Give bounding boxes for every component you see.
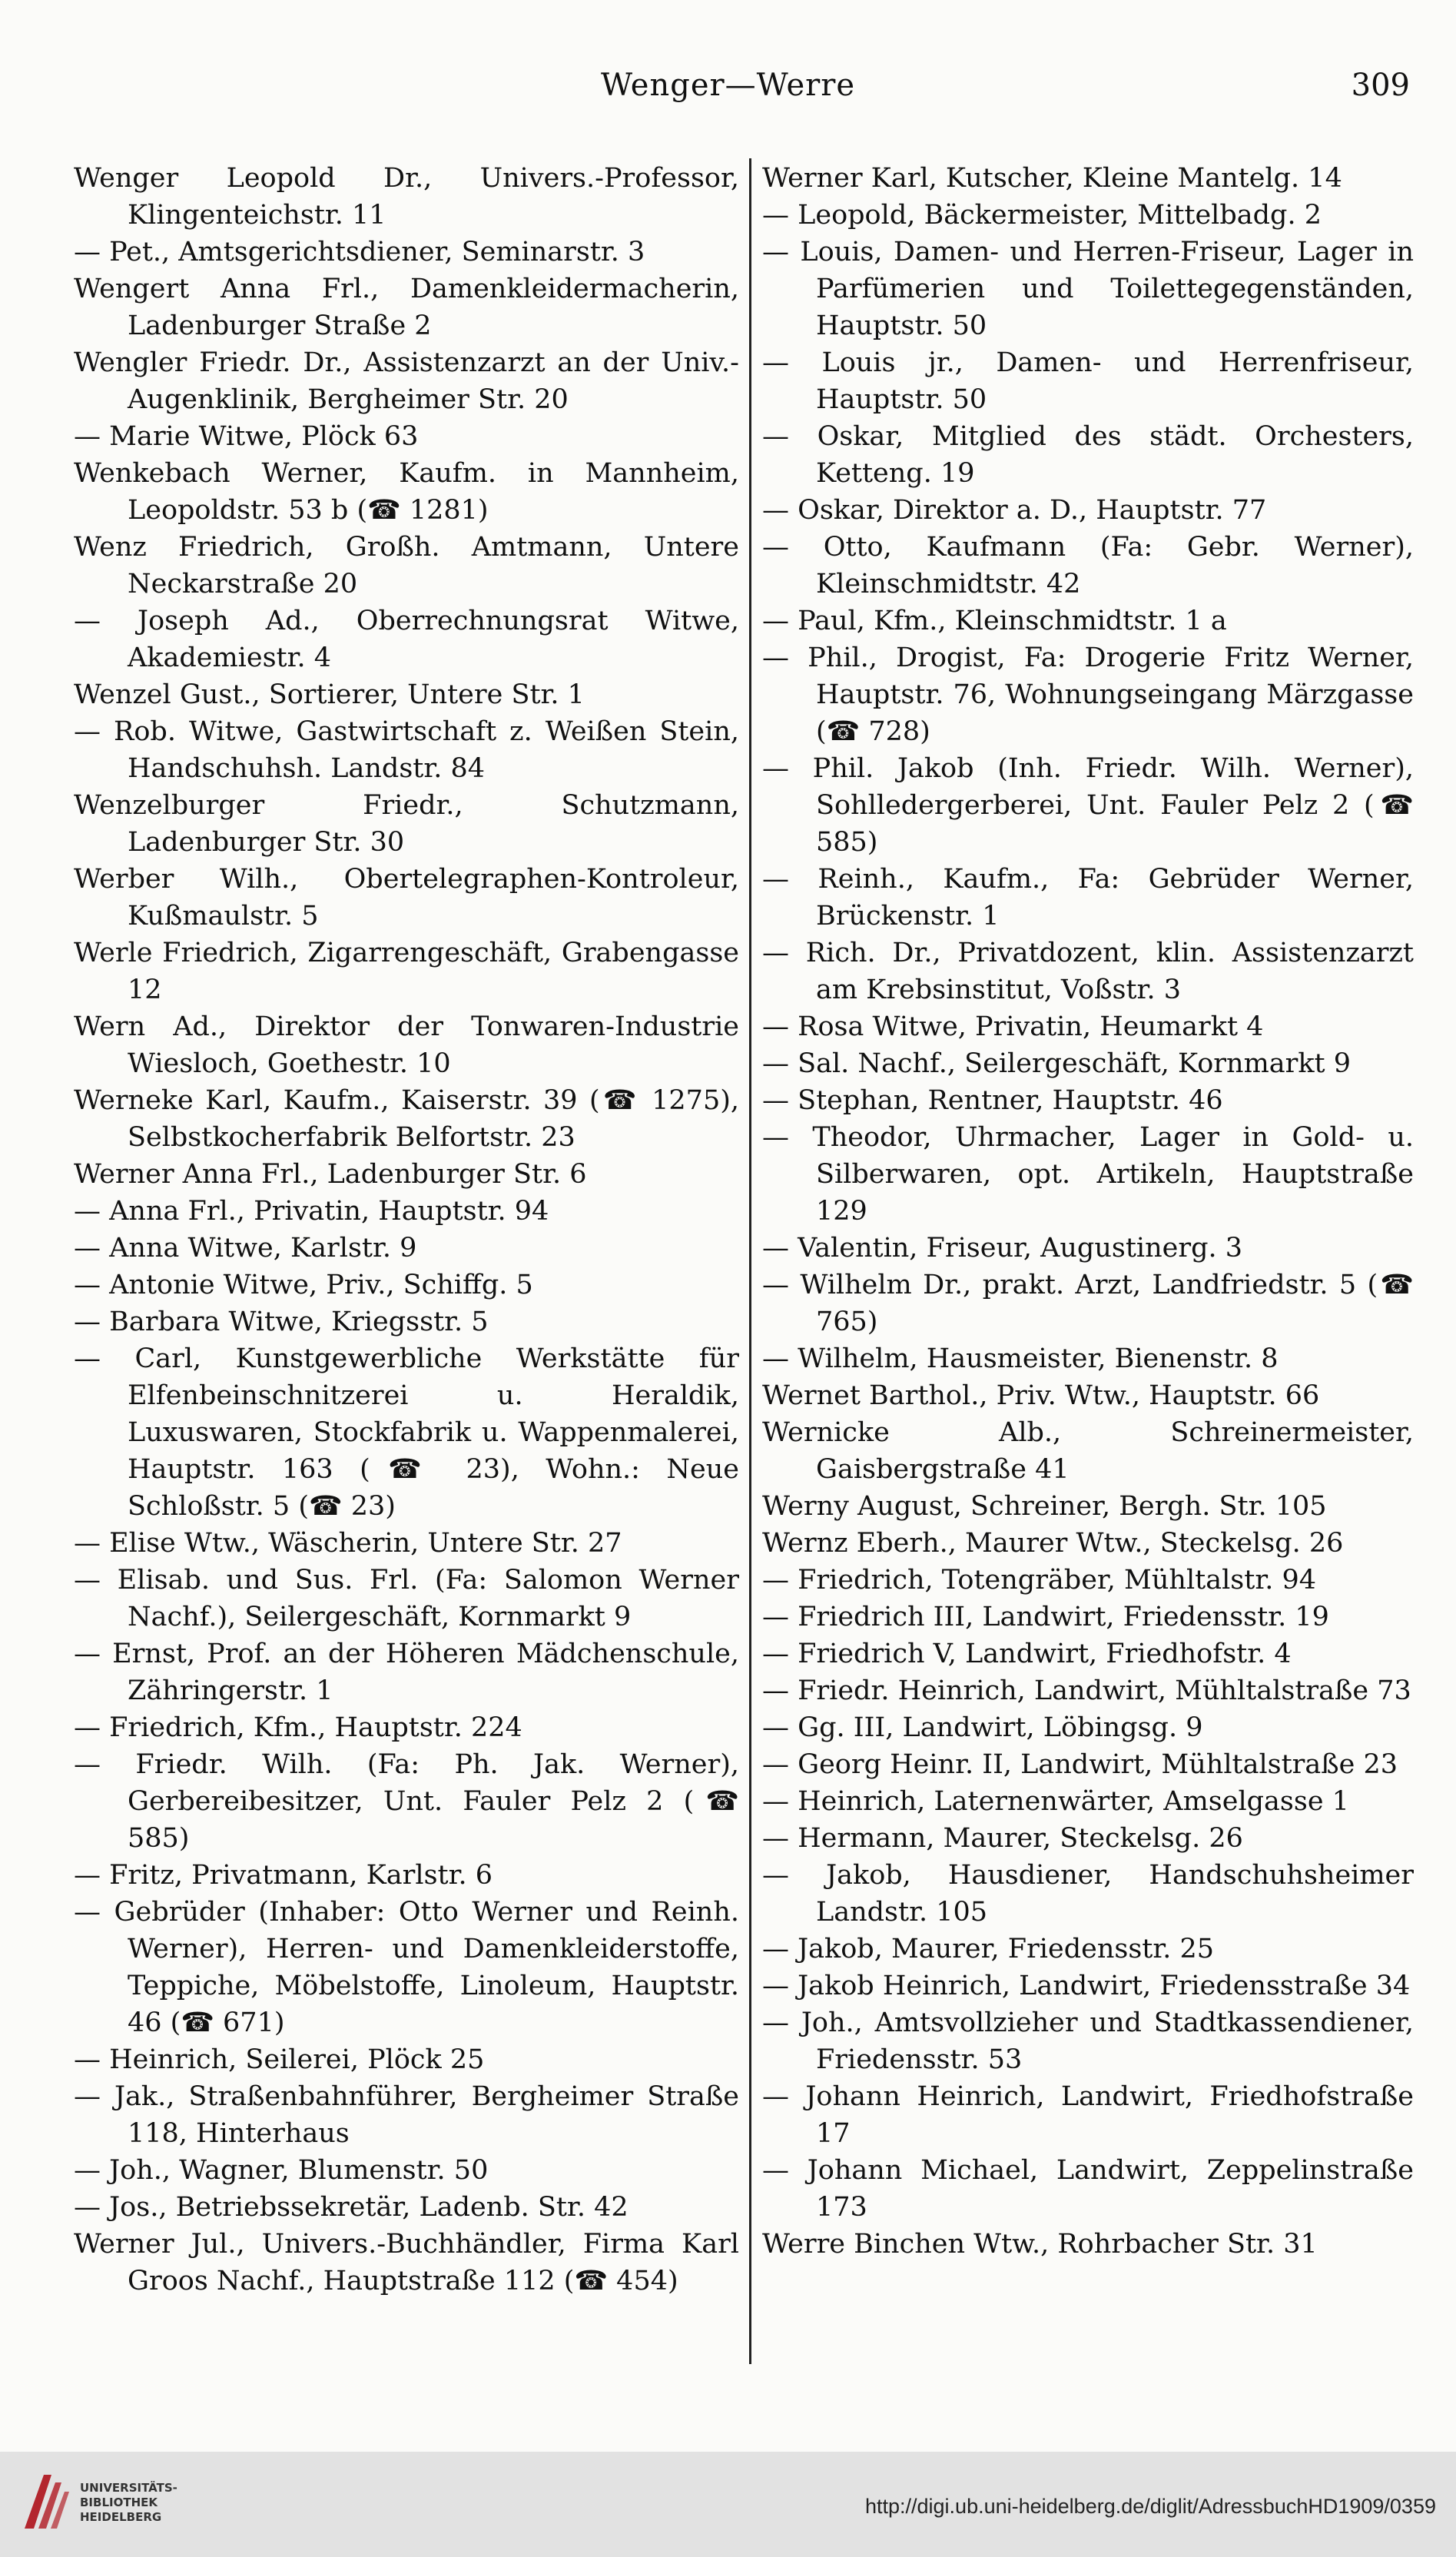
library-name — [80, 2481, 177, 2525]
directory-entry: — Jakob, Maurer, Friedensstr. 25 — [762, 1934, 1215, 1964]
directory-entry: — Wilhelm Dr., prakt. Arzt, Landfriedstr. 5 (☎ 765) — [762, 1270, 1414, 1337]
directory-entry: — Friedrich, Kfm., Hauptstr. 224 — [74, 1712, 522, 1743]
directory-entry: Werre Binchen Wtw., Rohrbacher Str. 31 — [762, 2229, 1318, 2260]
directory-entry: Wenger Leopold Dr., Univers.-Professor, Klingenteichstr. 11 — [74, 163, 739, 231]
right-column — [762, 160, 1414, 2366]
directory-entry: — Anna Frl., Privatin, Hauptstr. 94 — [74, 1196, 549, 1227]
left-column — [74, 160, 739, 2366]
directory-entry: — Otto, Kaufmann (Fa: Gebr. Werner), Kleinschmidtstr. 42 — [762, 532, 1414, 599]
library-name-line: HEIDELBERG — [80, 2510, 162, 2524]
footer-bar — [0, 2452, 1456, 2557]
directory-entry: — Friedr. Wilh. (Fa: Ph. Jak. Werner), Gerbereibesitzer, Unt. Fauler Pelz 2 (☎ 585) — [74, 1749, 739, 1854]
directory-entry: — Friedr. Heinrich, Landwirt, Mühltalstraße 73 — [762, 1675, 1411, 1706]
directory-entry: — Friedrich V, Landwirt, Friedhofstr. 4 — [762, 1639, 1292, 1669]
directory-entry: — Phil. Jakob (Inh. Friedr. Wilh. Werner), Sohlledergerberei, Unt. Fauler Pelz 2 (☎ 585) — [762, 753, 1414, 858]
directory-entry: — Rosa Witwe, Privatin, Heumarkt 4 — [762, 1011, 1264, 1042]
directory-entry: — Jakob, Hausdiener, Handschuhsheimer Landstr. 105 — [762, 1860, 1414, 1928]
directory-entry: Werner Jul., Univers.-Buchhändler, Firma Karl Groos Nachf., Hauptstraße 112 (☎ 454) — [74, 2229, 739, 2296]
directory-entry: Wenz Friedrich, Großh. Amtmann, Untere Neckarstraße 20 — [74, 532, 739, 599]
directory-entry: — Elise Wtw., Wäscherin, Untere Str. 27 — [74, 1528, 622, 1559]
directory-entry: — Reinh., Kaufm., Fa: Gebrüder Werner, Brückenstr. 1 — [762, 864, 1414, 931]
directory-entry: Wernet Barthol., Priv. Wtw., Hauptstr. 66 — [762, 1380, 1320, 1411]
directory-entry: Wenzelburger Friedr., Schutzmann, Ladenburger Str. 30 — [74, 790, 739, 858]
directory-entry: — Louis jr., Damen- und Herrenfriseur, Hauptstr. 50 — [762, 347, 1414, 415]
directory-entry: Werneke Karl, Kaufm., Kaiserstr. 39 (☎ 1275), Selbstkocherfabrik Belfortstr. 23 — [74, 1085, 739, 1153]
directory-entry: — Phil., Drogist, Fa: Drogerie Fritz Werner, Hauptstr. 76, Wohnungseingang Märzgasse (☎ 728) — [762, 643, 1414, 747]
directory-entry: — Pet., Amtsgerichtsdiener, Seminarstr. 3 — [74, 237, 645, 267]
directory-entry: — Georg Heinr. II, Landwirt, Mühltalstraße 23 — [762, 1749, 1398, 1780]
directory-entry: — Gebrüder (Inhaber: Otto Werner und Reinh. Werner), Herren- und Damenkleiderstoffe, Teppiche, Möbelstoffe, Linoleum, Hauptstr. 46 (☎ 671) — [74, 1897, 739, 2038]
library-name-line: BIBLIOTHEK — [80, 2496, 158, 2509]
directory-entry: — Heinrich, Laternenwärter, Amselgasse 1 — [762, 1786, 1349, 1817]
directory-entry: — Anna Witwe, Karlstr. 9 — [74, 1233, 417, 1264]
directory-entry: — Joh., Amtsvollzieher und Stadtkassendiener, Friedensstr. 53 — [762, 2007, 1414, 2075]
directory-entry: — Joseph Ad., Oberrechnungsrat Witwe, Akademiestr. 4 — [74, 606, 739, 673]
directory-entry: — Elisab. und Sus. Frl. (Fa: Salomon Werner Nachf.), Seilergeschäft, Kornmarkt 9 — [74, 1565, 739, 1632]
directory-entry: Wernz Eberh., Maurer Wtw., Steckelsg. 26 — [762, 1528, 1344, 1559]
directory-entry: — Louis, Damen- und Herren-Friseur, Lager in Parfümerien und Toilettegegenständen, Hauptstr. 50 — [762, 237, 1414, 341]
university-library-logo-icon — [17, 2469, 71, 2535]
library-name-line: UNIVERSITÄTS- — [80, 2481, 177, 2495]
directory-entry: — Oskar, Mitglied des städt. Orchesters, Ketteng. 19 — [762, 421, 1414, 489]
directory-entry: — Jos., Betriebssekretär, Ladenb. Str. 42 — [74, 2192, 629, 2223]
directory-entry: — Gg. III, Landwirt, Löbingsg. 9 — [762, 1712, 1203, 1743]
directory-entry: — Sal. Nachf., Seilergeschäft, Kornmarkt 9 — [762, 1048, 1352, 1079]
directory-entry: — Ernst, Prof. an der Höheren Mädchenschule, Zähringerstr. 1 — [74, 1639, 739, 1706]
directory-entry: — Johann Heinrich, Landwirt, Friedhofstraße 17 — [762, 2081, 1414, 2149]
column-divider — [749, 158, 751, 2364]
directory-entry: — Oskar, Direktor a. D., Hauptstr. 77 — [762, 495, 1267, 526]
directory-entry: Wengler Friedr. Dr., Assistenzarzt an der Univ.-Augenklinik, Bergheimer Str. 20 — [74, 347, 739, 415]
directory-entry: — Antonie Witwe, Priv., Schiffg. 5 — [74, 1270, 533, 1300]
directory-entry: — Jakob Heinrich, Landwirt, Friedensstraße 34 — [762, 1971, 1411, 2001]
directory-entry: Werner Anna Frl., Ladenburger Str. 6 — [74, 1159, 587, 1190]
directory-entry: — Fritz, Privatmann, Karlstr. 6 — [74, 1860, 493, 1891]
directory-entry: Wenkebach Werner, Kaufm. in Mannheim, Leopoldstr. 53 b (☎ 1281) — [74, 458, 739, 526]
directory-entry: — Leopold, Bäckermeister, Mittelbadg. 2 — [762, 200, 1322, 231]
directory-entry: — Friedrich III, Landwirt, Friedensstr. 19 — [762, 1602, 1329, 1632]
directory-entry: — Joh., Wagner, Blumenstr. 50 — [74, 2155, 489, 2186]
directory-entry: — Valentin, Friseur, Augustinerg. 3 — [762, 1233, 1243, 1264]
directory-entry: — Wilhelm, Hausmeister, Bienenstr. 8 — [762, 1343, 1279, 1374]
directory-entry: Werber Wilh., Obertelegraphen-Kontroleur, Kußmaulstr. 5 — [74, 864, 739, 931]
directory-entry: Wernicke Alb., Schreinermeister, Gaisbergstraße 41 — [762, 1417, 1414, 1485]
directory-entry: — Johann Michael, Landwirt, Zeppelinstraße 173 — [762, 2155, 1414, 2223]
directory-entry: — Heinrich, Seilerei, Plöck 25 — [74, 2044, 485, 2075]
directory-entry: — Hermann, Maurer, Steckelsg. 26 — [762, 1823, 1243, 1854]
directory-entry: Wenzel Gust., Sortierer, Untere Str. 1 — [74, 679, 585, 710]
directory-entry: — Rich. Dr., Privatdozent, klin. Assistenzarzt am Krebsinstitut, Voßstr. 3 — [762, 938, 1414, 1005]
page-number: 309 — [1351, 68, 1410, 103]
page-header — [0, 68, 1456, 121]
source-url-link[interactable]: http://digi.ub.uni-heidelberg.de/diglit/AdressbuchHD1909/0359 — [864, 2495, 1436, 2518]
directory-entry: — Barbara Witwe, Kriegsstr. 5 — [74, 1307, 489, 1337]
directory-entry: — Theodor, Uhrmacher, Lager in Gold- u. Silberwaren, opt. Artikeln, Hauptstraße 129 — [762, 1122, 1414, 1227]
directory-entry: — Jak., Straßenbahnführer, Bergheimer Straße 118, Hinterhaus — [74, 2081, 739, 2149]
directory-entry: — Paul, Kfm., Kleinschmidtstr. 1 a — [762, 606, 1227, 636]
directory-entry: — Marie Witwe, Plöck 63 — [74, 421, 419, 452]
directory-entry: — Friedrich, Totengräber, Mühltalstr. 94 — [762, 1565, 1316, 1596]
directory-entry: — Carl, Kunstgewerbliche Werkstätte für Elfenbeinschnitzerei u. Heraldik, Luxuswaren, Stockfabrik u. Wappenmalerei, Hauptstr. 163 (☎ 23), Wohn.: Neue Schloßstr. 5 (☎ 23) — [74, 1343, 739, 1522]
directory-entry: Werle Friedrich, Zigarrengeschäft, Grabengasse 12 — [74, 938, 739, 1005]
directory-entry: Werny August, Schreiner, Bergh. Str. 105 — [762, 1491, 1327, 1522]
directory-entry: Wengert Anna Frl., Damenkleidermacherin, Ladenburger Straße 2 — [74, 274, 739, 341]
directory-entry: Wern Ad., Direktor der Tonwaren-Industrie Wiesloch, Goethestr. 10 — [74, 1011, 739, 1079]
directory-entry: — Stephan, Rentner, Hauptstr. 46 — [762, 1085, 1223, 1116]
directory-entry: — Rob. Witwe, Gastwirtschaft z. Weißen Stein, Handschuhsh. Landstr. 84 — [74, 716, 739, 784]
running-title: Wenger—Werre — [600, 68, 856, 103]
directory-entry: Werner Karl, Kutscher, Kleine Mantelg. 14 — [762, 163, 1342, 194]
